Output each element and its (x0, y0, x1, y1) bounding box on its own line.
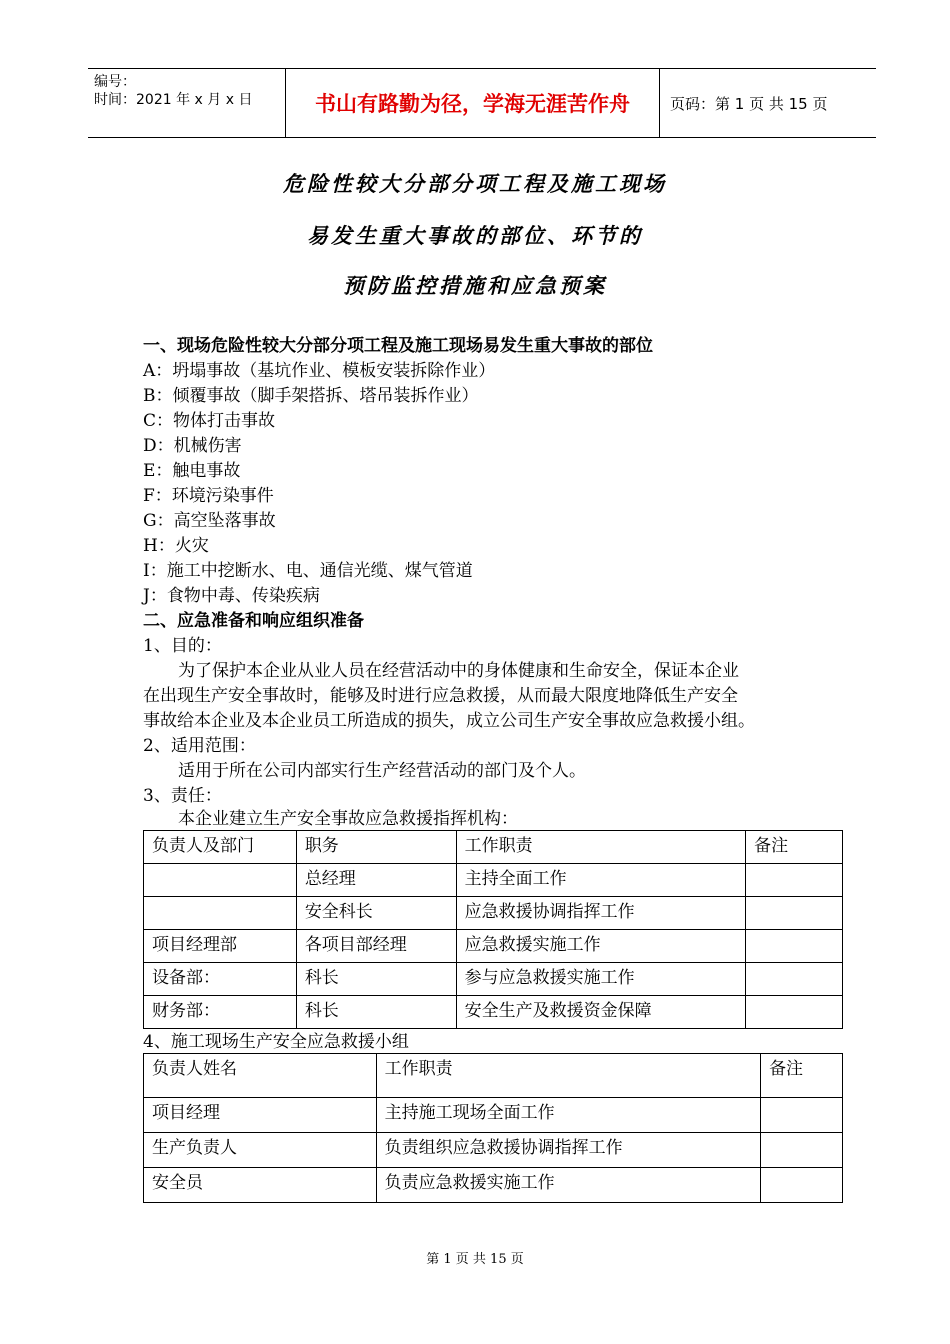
table-cell: 科长 (296, 963, 456, 996)
list-item: F：环境污染事件 (143, 486, 274, 506)
table-cell (761, 1168, 843, 1203)
table-cell: 财务部： (144, 996, 297, 1029)
table-row (144, 864, 843, 897)
table-cell (144, 897, 297, 930)
section-1-heading: 一、现场危险性较大分部分项工程及施工现场易发生重大事故的部位 (143, 336, 653, 356)
table-header-cell: 负责人姓名 (144, 1054, 377, 1098)
header-page-info: 页码：第 1 页 共 15 页 (670, 94, 828, 113)
list-item: C：物体打击事故 (143, 411, 276, 431)
table-row (144, 930, 843, 963)
table-cell: 科长 (296, 996, 456, 1029)
time-label: 时间：2021 年 x 月 x 日 (94, 92, 253, 108)
header-motto: 书山有路勤为径，学海无涯苦作舟 (286, 69, 660, 137)
table-cell (746, 897, 843, 930)
table-cell: 项目经理部 (144, 930, 297, 963)
table-header-cell: 工作职责 (376, 1054, 760, 1098)
responsibility-text: 本企业建立生产安全事故应急救援指挥机构： (178, 809, 518, 829)
scope-heading: 2、适用范围： (143, 736, 256, 756)
purpose-text-1: 为了保护本企业从业人员在经营活动中的身体健康和生命安全，保证本企业 (178, 661, 739, 681)
table-cell (144, 864, 297, 897)
page-footer: 第 1 页 共 15 页 (426, 1252, 524, 1267)
table-cell: 安全生产及救援资金保障 (456, 996, 746, 1029)
list-item: H：火灾 (143, 536, 209, 556)
table-cell (761, 1098, 843, 1133)
table-cell: 主持全面工作 (456, 864, 746, 897)
purpose-text-3: 事故给本企业及本企业员工所造成的损失，成立公司生产安全事故应急救援小组。 (143, 711, 755, 731)
table-cell (746, 864, 843, 897)
table-cell: 应急救援协调指挥工作 (456, 897, 746, 930)
table-header-row (144, 831, 843, 864)
purpose-text-2: 在出现生产安全事故时，能够及时进行应急救援，从而最大限度地降低生产安全 (143, 686, 738, 706)
list-item: I：施工中挖断水、电、通信光缆、煤气管道 (143, 561, 473, 581)
command-table (143, 830, 843, 1029)
list-item: A：坍塌事故（基坑作业、模板安装拆除作业） (143, 361, 496, 381)
table-cell: 安全科长 (296, 897, 456, 930)
table-cell: 负责组织应急救援协调指挥工作 (376, 1133, 760, 1168)
table-cell (761, 1133, 843, 1168)
table-cell (746, 996, 843, 1029)
table-row (144, 996, 843, 1029)
table-header-cell: 工作职责 (456, 831, 746, 864)
table-cell (746, 963, 843, 996)
table-cell: 项目经理 (144, 1098, 377, 1133)
doc-title-line2: 易发生重大事故的部位、环节的 (307, 223, 643, 248)
list-item: B：倾覆事故（脚手架搭拆、塔吊装拆作业） (143, 386, 479, 406)
list-item: D：机械伤害 (143, 436, 242, 456)
list-item: E：触电事故 (143, 461, 241, 481)
number-label: 编号： (94, 74, 136, 90)
doc-title-line3: 预防监控措施和应急预案 (343, 273, 607, 298)
scope-text: 适用于所在公司内部实行生产经营活动的部门及个人。 (178, 761, 586, 781)
doc-title-line1: 危险性较大分部分项工程及施工现场 (283, 171, 667, 196)
table-cell: 负责应急救援实施工作 (376, 1168, 760, 1203)
table-header-cell: 职务 (296, 831, 456, 864)
rescue-team-heading: 4、施工现场生产安全应急救援小组 (143, 1032, 409, 1052)
table-cell: 总经理 (296, 864, 456, 897)
table-row (144, 897, 843, 930)
header-meta (88, 69, 286, 137)
table-cell: 各项目部经理 (296, 930, 456, 963)
table-row (144, 1168, 843, 1203)
list-item: G：高空坠落事故 (143, 511, 276, 531)
table-cell (746, 930, 843, 963)
page-header (88, 68, 876, 138)
table-header-cell: 负责人及部门 (144, 831, 297, 864)
table-header-cell: 备注 (746, 831, 843, 864)
responsibility-heading: 3、责任： (143, 786, 222, 806)
table-cell: 安全员 (144, 1168, 377, 1203)
table-row (144, 1133, 843, 1168)
table-cell: 参与应急救援实施工作 (456, 963, 746, 996)
list-item: J：食物中毒、传染疾病 (143, 586, 320, 606)
table-header-row (144, 1054, 843, 1098)
table-row (144, 963, 843, 996)
table-row (144, 1098, 843, 1133)
table-cell: 主持施工现场全面工作 (376, 1098, 760, 1133)
table-cell: 应急救援实施工作 (456, 930, 746, 963)
table-cell: 设备部： (144, 963, 297, 996)
purpose-heading: 1、目的： (143, 636, 222, 656)
section-2-heading: 二、应急准备和响应组织准备 (143, 611, 364, 631)
rescue-team-table (143, 1053, 843, 1203)
table-cell: 生产负责人 (144, 1133, 377, 1168)
table-header-cell: 备注 (761, 1054, 843, 1098)
